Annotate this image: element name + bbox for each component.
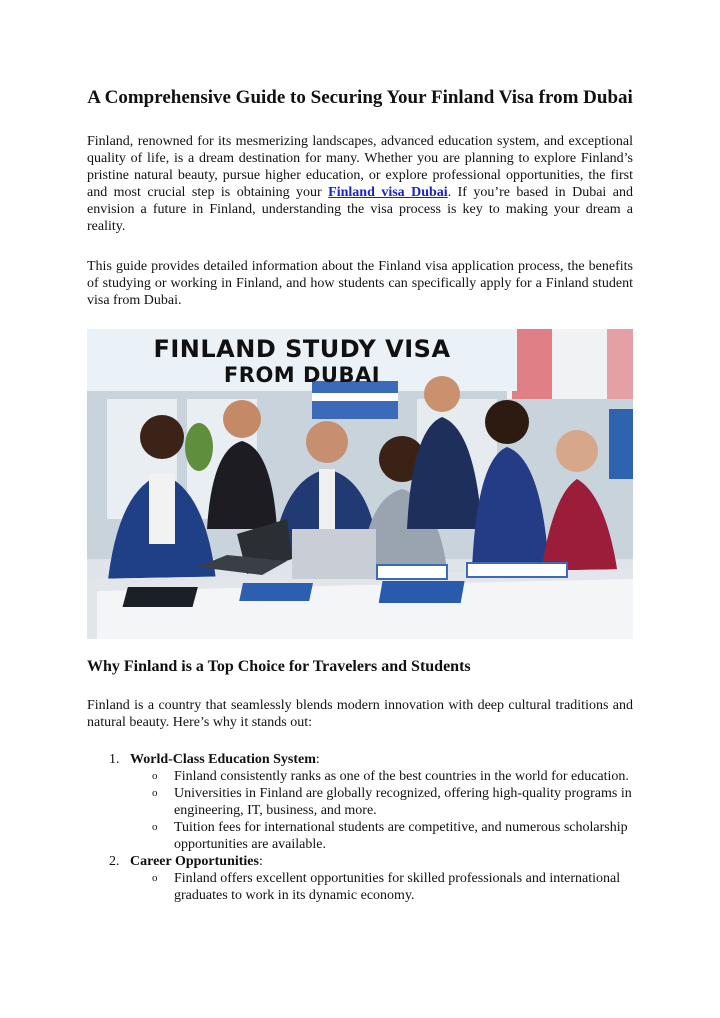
- reasons-list: [87, 751, 633, 904]
- list-item: [87, 751, 633, 853]
- sublist: [130, 768, 633, 853]
- hero-image: [87, 329, 633, 639]
- list-number: 1.: [109, 752, 120, 767]
- sublist: [130, 870, 633, 904]
- section-heading: Why Finland is a Top Choice for Travelers and Students: [87, 658, 471, 675]
- bullet-icon: o: [152, 872, 158, 884]
- sublist-item: [130, 785, 633, 819]
- bullet-icon: o: [152, 821, 158, 833]
- bullet-icon: o: [152, 770, 158, 782]
- list-item-title: Career Opportunities: [130, 854, 259, 869]
- bullet-icon: o: [152, 787, 158, 799]
- list-item-suffix: :: [315, 752, 320, 767]
- intro-paragraph: [87, 133, 633, 235]
- sublist-item-text: Universities in Finland are globally recognized, offering high-quality programs in engineering, IT, business, and more.: [174, 786, 632, 818]
- list-item-title: World-Class Education System: [130, 752, 316, 767]
- list-number: 2.: [109, 854, 120, 869]
- list-item: [87, 853, 633, 904]
- sublist-item-text: Finland offers excellent opportunities for skilled professionals and international graduates to work in its dynamic economy.: [174, 871, 621, 903]
- intro-text-before-link: Finland, renowned for its mesmerizing landscapes, advanced education system, and exceptional quality of life, is a dream destination for many. Whether you are planning to explore Finland’s pristine natural beauty, pursue higher education, or explore professional opportunities, the first and most crucial step is obtaining your: [87, 134, 633, 200]
- sublist-item-text: Tuition fees for international students are competitive, and numerous scholarship opportunities are available.: [174, 820, 628, 852]
- intro-text-after-link: . If you’re based in Dubai and envision a future in Finland, understanding the visa process is key to making your dream a reality.: [87, 185, 633, 234]
- image-banner-line1: FINLAND STUDY VISA: [153, 335, 451, 363]
- guide-overview-paragraph: This guide provides detailed information about the Finland visa application process, the benefits of studying or working in Finland, and how students can specifically apply for a Finland student visa from Dubai.: [87, 259, 633, 308]
- sublist-item-text: Finland consistently ranks as one of the best countries in the world for education.: [174, 769, 629, 784]
- image-banner-line2: FROM DUBAI: [223, 363, 381, 387]
- finland-visa-dubai-link[interactable]: Finland visa Dubai: [328, 185, 448, 200]
- sublist-item: [130, 819, 633, 853]
- section-intro-paragraph: Finland is a country that seamlessly blends modern innovation with deep cultural traditions and natural beauty. Here’s why it stands out:: [87, 698, 633, 730]
- sublist-item: [130, 768, 633, 785]
- list-item-suffix: :: [258, 854, 263, 869]
- article: [87, 86, 633, 904]
- page-title: A Comprehensive Guide to Securing Your Finland Visa from Dubai: [87, 87, 633, 108]
- sublist-item: [130, 870, 633, 904]
